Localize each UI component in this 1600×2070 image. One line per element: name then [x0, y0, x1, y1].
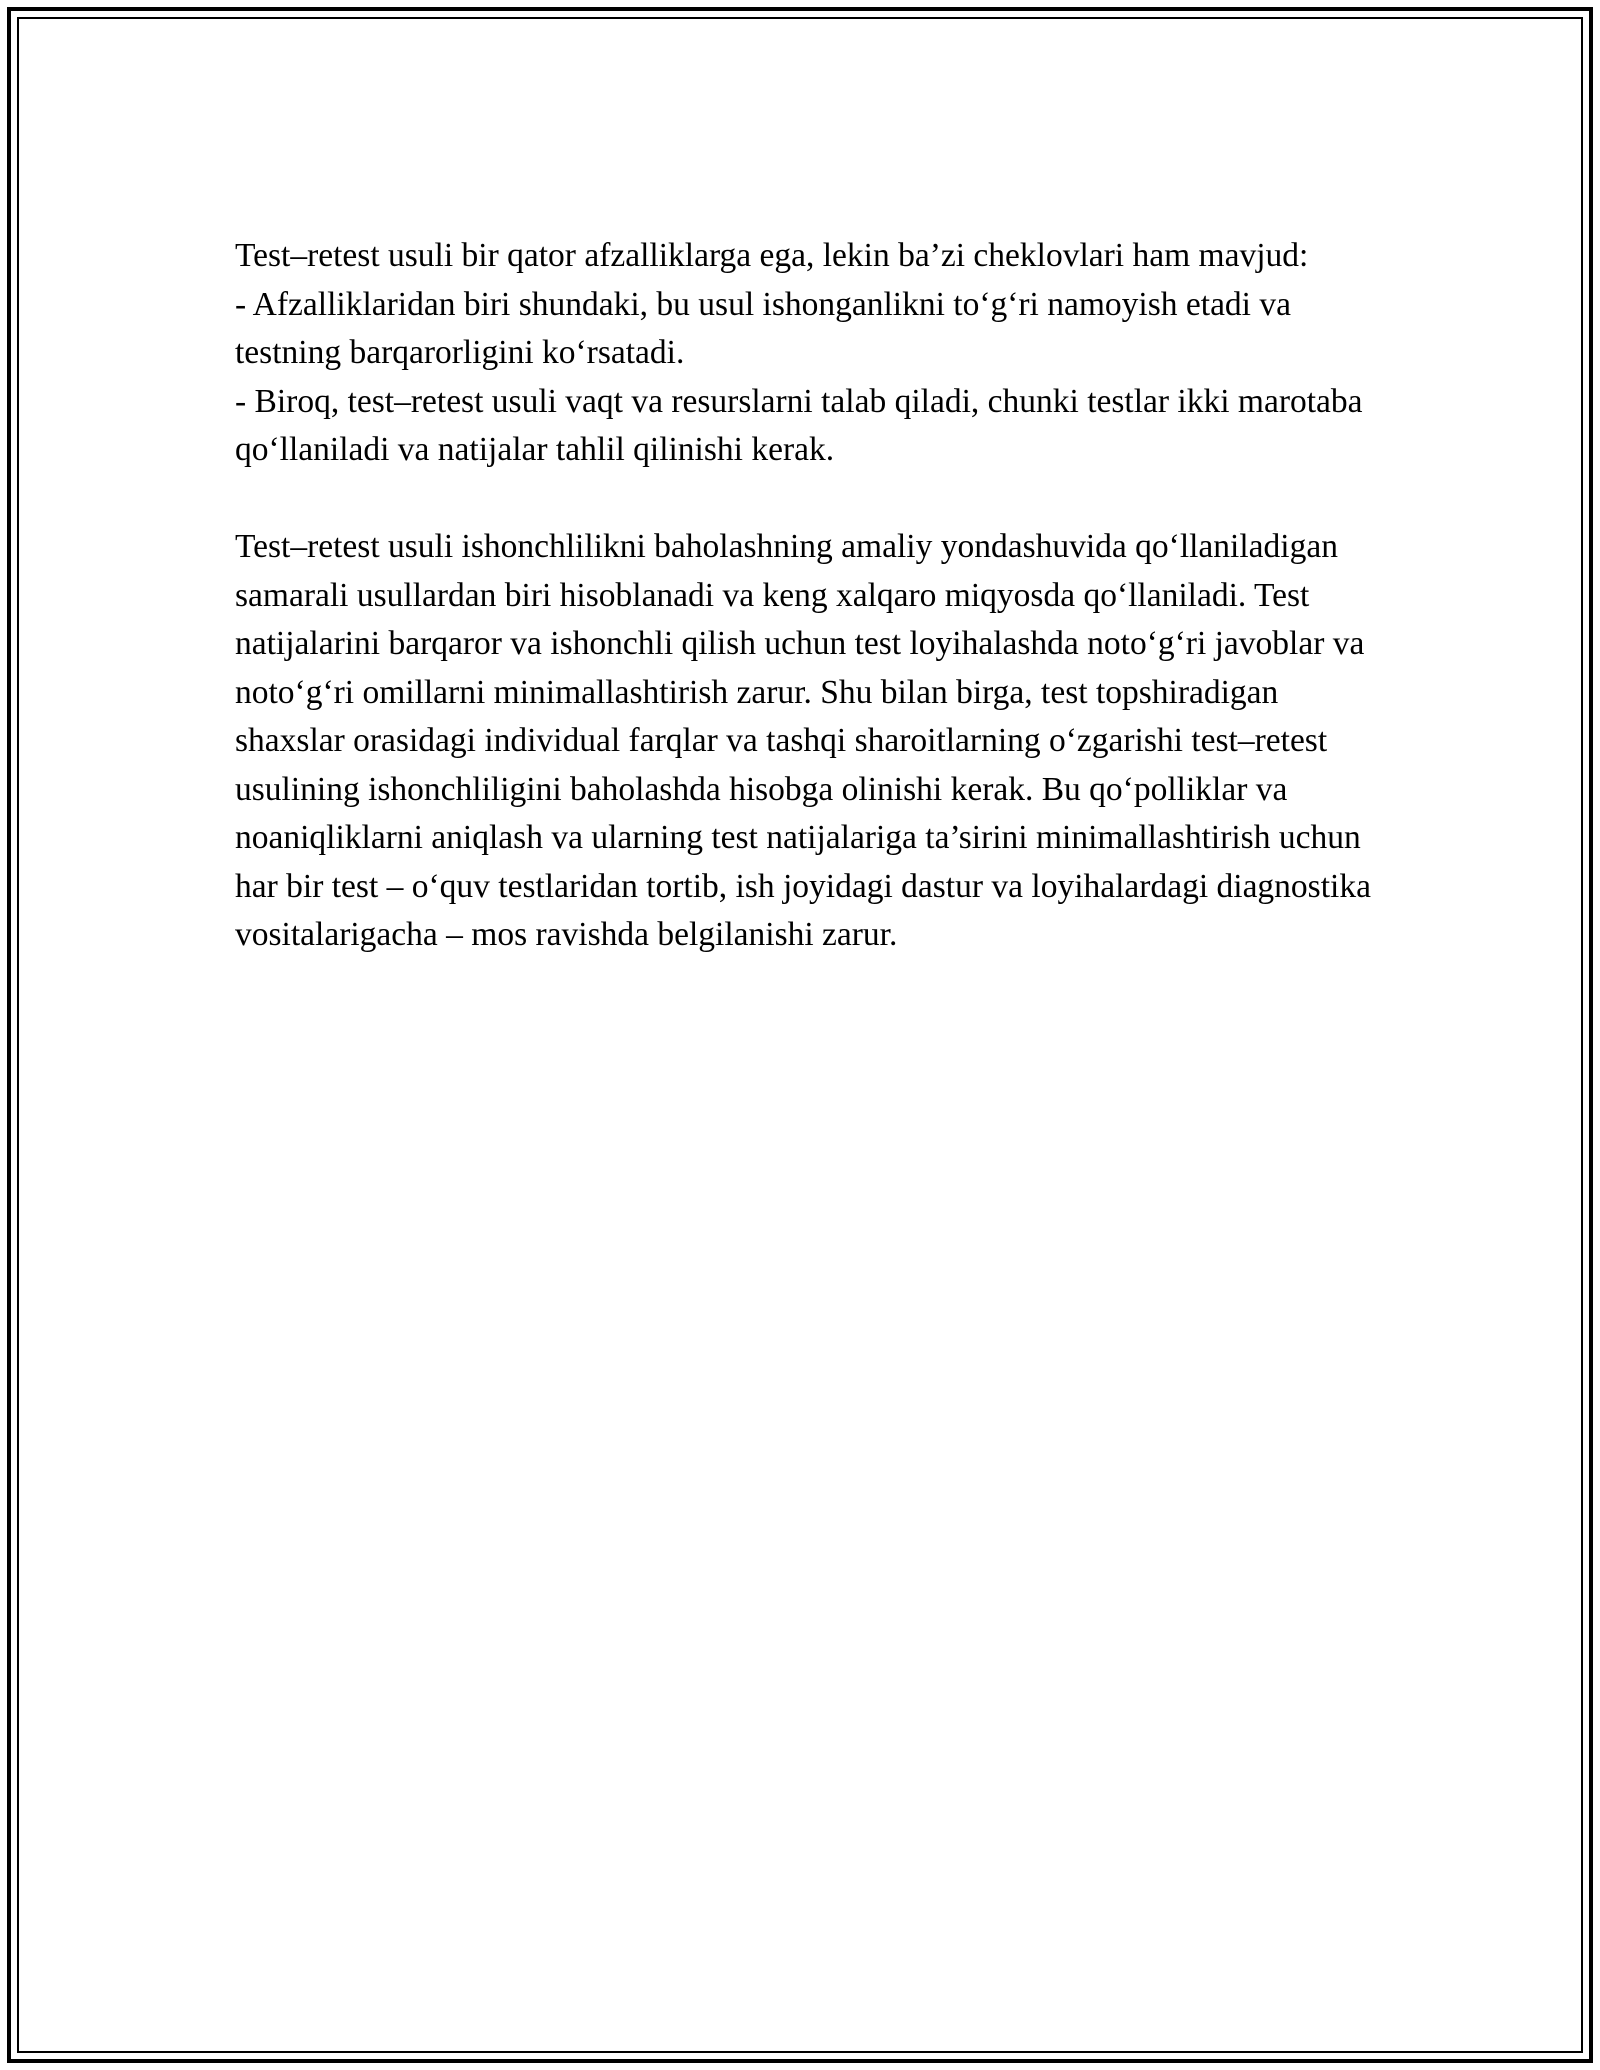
list-item-limitation: - Biroq, test–retest usuli vaqt va resurslarni talab qiladi, chunki testlar ikki marotaba qo‘llaniladi va natijalar tahlil qilinishi kerak. — [235, 382, 1363, 468]
paragraph-intro: Test–retest usuli bir qator afzalliklarga ega, lekin ba’zi cheklovlari ham mavjud: — [235, 237, 1309, 274]
list-item-advantage: - Afzalliklaridan biri shundaki, bu usul ishonganlikni to‘g‘ri namoyish etadi va testning barqarorligini ko‘rsatadi. — [235, 285, 1291, 371]
paragraph-main: Test–retest usuli ishonchlilikni baholashning amaliy yondashuvida qo‘llaniladigan samarali usullardan biri hisoblanadi va keng xalqaro miqyosda qo‘llaniladi. Test natijalarini barqaror va ishonchli qilish uchun test loyihalashda noto‘g‘ri javoblar va noto‘g‘ri omillarni minimallashtirish zarur. Shu bilan birga, test topshiradigan shaxslar orasidagi individual farqlar va tashqi sharoitlarning o‘zgarishi test–retest usulining ishonchliligini baholashda hisobga olinishi kerak. Bu qo‘polliklar va noaniqliklarni aniqlash va ularning test natijalariga ta’sirini minimallashtirish uchun har bir test – o‘quv testlaridan tortib, ish joyidagi dastur va loyihalardagi diagnostika vositalarigacha – mos ravishda belgilanishi zarur. — [235, 528, 1371, 953]
paragraph-spacer — [235, 475, 1375, 524]
document-body — [235, 232, 1375, 960]
